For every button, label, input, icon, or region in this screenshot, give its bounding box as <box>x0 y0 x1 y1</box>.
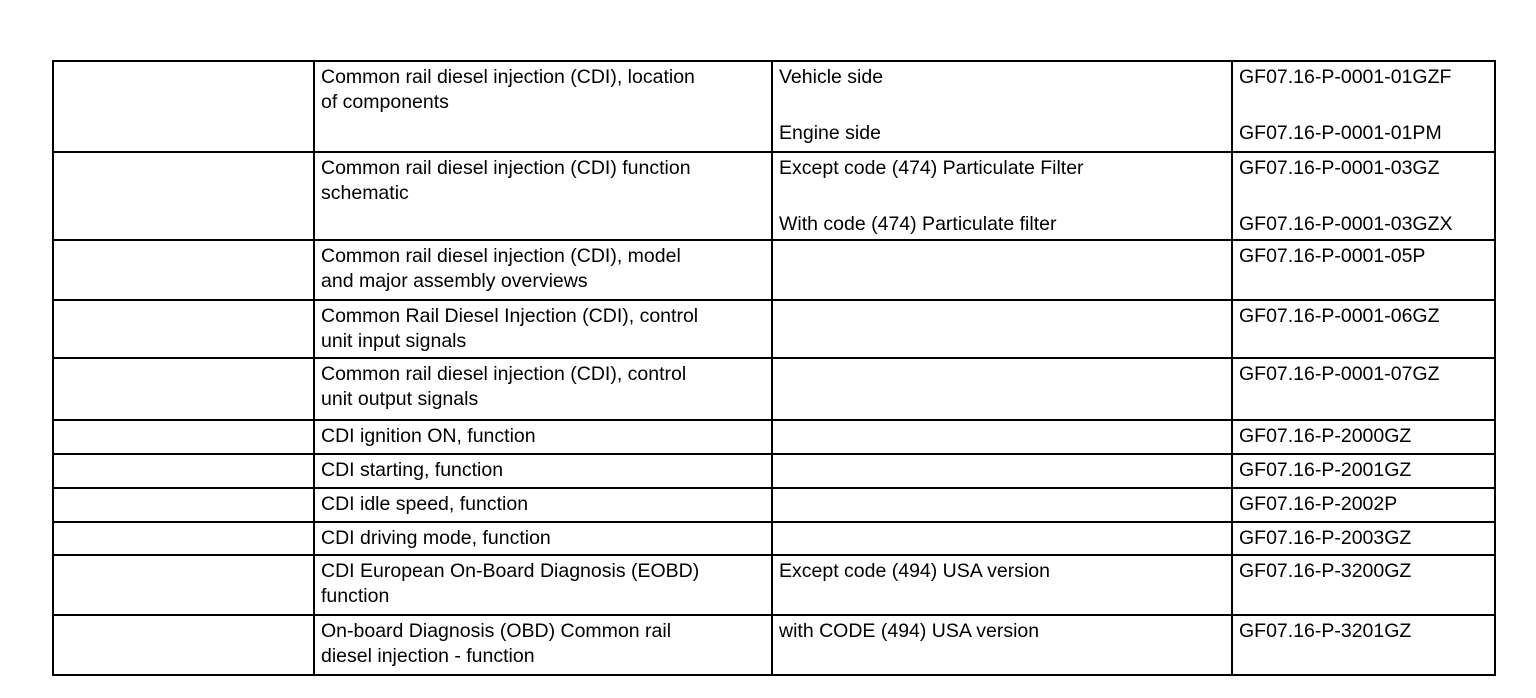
title-line: Common rail diesel injection (CDI), location <box>321 66 695 88</box>
doc-number-cell <box>1232 152 1495 240</box>
designation-cell <box>53 152 314 240</box>
title-line: Common rail diesel injection (CDI) function <box>321 157 691 179</box>
title-line: CDI starting, function <box>321 459 504 481</box>
document-reference-table <box>52 60 1496 676</box>
title-line: of components <box>321 91 449 113</box>
spacer <box>779 90 1225 115</box>
table-row <box>53 358 1495 420</box>
spacer <box>1239 181 1488 206</box>
title-cell <box>314 358 772 420</box>
title-line: diesel injection - function <box>321 645 535 667</box>
table-row <box>53 300 1495 358</box>
title-cell <box>314 240 772 300</box>
title-line: schematic <box>321 182 409 204</box>
doc-number-link[interactable]: GF07.16-P-2000GZ <box>1239 425 1412 447</box>
doc-number-link[interactable]: GF07.16-P-0001-05P <box>1239 245 1426 267</box>
title-cell <box>314 152 772 240</box>
designation-cell <box>53 522 314 555</box>
title-line: function <box>321 585 390 607</box>
designation-cell <box>53 240 314 300</box>
variant-cell <box>772 152 1232 240</box>
table-row <box>53 555 1495 615</box>
table-row <box>53 615 1495 675</box>
table-row <box>53 454 1495 488</box>
doc-number-link[interactable]: GF07.16-P-0001-07GZ <box>1239 363 1440 385</box>
doc-number-cell <box>1232 240 1495 300</box>
variant-cell <box>772 420 1232 454</box>
title-line: CDI driving mode, function <box>321 527 551 549</box>
designation-cell <box>53 488 314 522</box>
title-line: and major assembly overviews <box>321 270 588 292</box>
variant-cell <box>772 488 1232 522</box>
designation-cell <box>53 454 314 488</box>
variant-cell <box>772 615 1232 675</box>
variant-text: With code (474) Particulate filter <box>779 213 1057 235</box>
doc-number-cell <box>1232 358 1495 420</box>
title-line: On-board Diagnosis (OBD) Common rail <box>321 620 672 642</box>
designation-cell <box>53 615 314 675</box>
title-line: CDI ignition ON, function <box>321 425 536 447</box>
doc-number-link[interactable]: GF07.16-P-0001-01PM <box>1239 122 1442 144</box>
doc-number-link[interactable]: GF07.16-P-0001-03GZ <box>1239 157 1440 179</box>
title-cell <box>314 488 772 522</box>
title-line: Common rail diesel injection (CDI), model <box>321 245 681 267</box>
doc-number-cell <box>1232 61 1495 152</box>
designation-cell <box>53 300 314 358</box>
designation-cell <box>53 358 314 420</box>
title-line: CDI European On-Board Diagnosis (EOBD) <box>321 560 700 582</box>
doc-number-link[interactable]: GF07.16-P-0001-06GZ <box>1239 305 1440 327</box>
variant-cell <box>772 358 1232 420</box>
title-line: unit input signals <box>321 330 467 352</box>
doc-number-cell <box>1232 300 1495 358</box>
doc-number-cell <box>1232 454 1495 488</box>
variant-text: Except code (494) USA version <box>779 560 1050 582</box>
doc-number-link[interactable]: GF07.16-P-3201GZ <box>1239 620 1412 642</box>
table-row <box>53 522 1495 555</box>
doc-number-cell <box>1232 615 1495 675</box>
title-line: Common Rail Diesel Injection (CDI), control <box>321 305 699 327</box>
variant-text: Vehicle side <box>779 66 884 88</box>
title-cell <box>314 300 772 358</box>
variant-cell <box>772 522 1232 555</box>
doc-number-link[interactable]: GF07.16-P-2001GZ <box>1239 459 1412 481</box>
table-row <box>53 240 1495 300</box>
doc-number-link[interactable]: GF07.16-P-2003GZ <box>1239 527 1412 549</box>
table-row <box>53 488 1495 522</box>
title-cell <box>314 555 772 615</box>
variant-text: with CODE (494) USA version <box>779 620 1040 642</box>
table-row <box>53 61 1495 152</box>
table-row <box>53 152 1495 240</box>
doc-number-link[interactable]: GF07.16-P-0001-03GZX <box>1239 213 1453 235</box>
table-row <box>53 420 1495 454</box>
designation-cell <box>53 555 314 615</box>
variant-cell <box>772 454 1232 488</box>
doc-number-cell <box>1232 488 1495 522</box>
designation-cell <box>53 61 314 152</box>
spacer <box>1239 90 1488 115</box>
doc-number-cell <box>1232 522 1495 555</box>
doc-number-link[interactable]: GF07.16-P-2002P <box>1239 493 1398 515</box>
doc-number-cell <box>1232 420 1495 454</box>
title-cell <box>314 454 772 488</box>
doc-number-cell <box>1232 555 1495 615</box>
variant-cell <box>772 240 1232 300</box>
variant-text: Engine side <box>779 122 881 144</box>
doc-number-link[interactable]: GF07.16-P-3200GZ <box>1239 560 1412 582</box>
title-cell <box>314 420 772 454</box>
variant-cell <box>772 300 1232 358</box>
variant-text: Except code (474) Particulate Filter <box>779 157 1084 179</box>
title-line: unit output signals <box>321 388 479 410</box>
title-cell <box>314 522 772 555</box>
title-line: CDI idle speed, function <box>321 493 529 515</box>
variant-cell <box>772 555 1232 615</box>
title-cell <box>314 61 772 152</box>
doc-number-link[interactable]: GF07.16-P-0001-01GZF <box>1239 66 1452 88</box>
spacer <box>779 181 1225 206</box>
designation-cell <box>53 420 314 454</box>
title-line: Common rail diesel injection (CDI), control <box>321 363 687 385</box>
variant-cell <box>772 61 1232 152</box>
title-cell <box>314 615 772 675</box>
